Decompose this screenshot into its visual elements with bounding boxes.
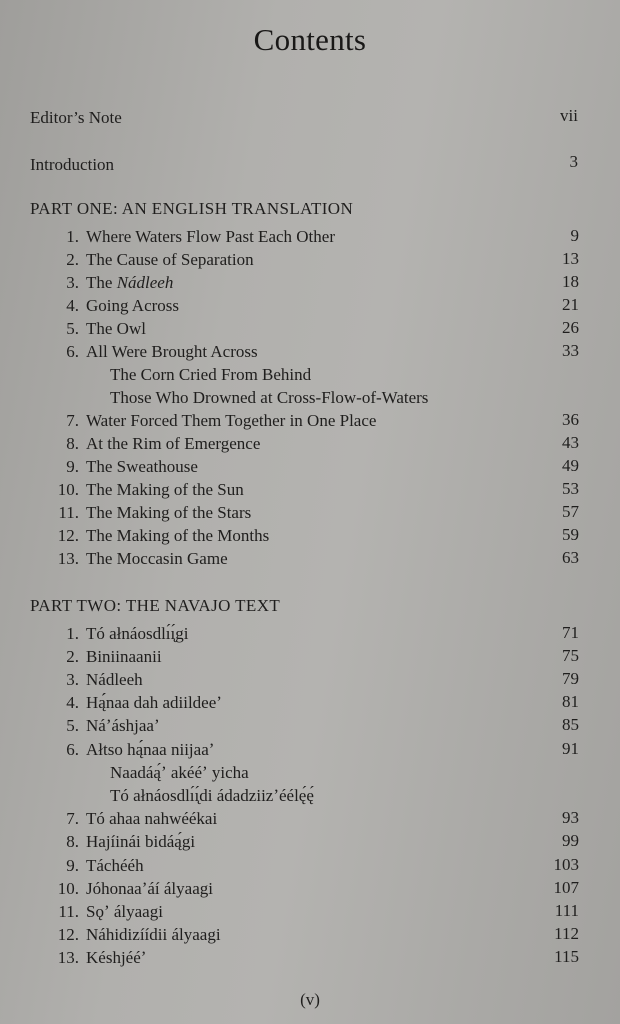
toc-chapter xyxy=(30,716,160,736)
chapter-number: 12. xyxy=(57,526,79,545)
chapter-title: The Making of the Sun xyxy=(86,480,244,499)
chapter-title: Tó ałnáosdlı́ı̨́gi xyxy=(86,624,189,643)
chapter-title: The Cause of Separation xyxy=(86,250,254,269)
chapter-page: 81 xyxy=(562,692,579,711)
chapter-number: 1. xyxy=(66,227,79,246)
chapter-number: 9. xyxy=(66,856,79,875)
toc-subsection: Those Who Drowned at Cross-Flow-of-Waters xyxy=(110,388,429,407)
chapter-number: 10. xyxy=(57,480,79,499)
chapter-number: 12. xyxy=(57,925,79,944)
toc-subsection: The Corn Cried From Behind xyxy=(110,365,312,384)
toc-chapter xyxy=(30,480,244,500)
chapter-title: Where Waters Flow Past Each Other xyxy=(86,227,335,246)
chapter-number: 2. xyxy=(66,647,79,666)
chapter-title: The Sweathouse xyxy=(86,457,198,476)
chapter-page: 26 xyxy=(562,318,579,337)
chapter-title: Biniinaanii xyxy=(86,647,162,666)
toc-chapter xyxy=(30,503,251,523)
chapter-title-prefix: The xyxy=(86,273,117,292)
toc-chapter xyxy=(30,948,146,968)
toc-chapter xyxy=(30,832,195,852)
toc-subsection: Naadáą́ʼ akééʼ yicha xyxy=(110,763,249,782)
chapter-page: 57 xyxy=(562,502,579,521)
toc-chapter xyxy=(30,342,258,362)
toc-chapter xyxy=(30,250,254,270)
toc-chapter xyxy=(30,693,222,713)
toc-entry-page: 3 xyxy=(569,152,578,171)
chapter-title: Náhidizíídii ályaagi xyxy=(86,925,221,944)
part-one-heading: PART ONE: AN ENGLISH TRANSLATION xyxy=(30,199,354,218)
page-title: Contents xyxy=(253,22,367,57)
chapter-page: 33 xyxy=(562,341,579,360)
toc-chapter xyxy=(30,809,217,829)
chapter-page: 75 xyxy=(562,646,579,665)
toc-chapter xyxy=(30,647,162,667)
chapter-number: 7. xyxy=(66,809,79,828)
chapter-title: Tó ahaa nahwéékai xyxy=(86,809,218,828)
chapter-title: Jóhonaaʼáí ályaagi xyxy=(86,879,213,898)
chapter-page: 111 xyxy=(554,901,579,920)
chapter-number: 11. xyxy=(58,902,79,921)
chapter-title: At the Rim of Emergence xyxy=(86,434,261,453)
page-folio: (v) xyxy=(300,990,320,1009)
chapter-title: The Moccasin Game xyxy=(86,549,228,568)
chapter-number: 6. xyxy=(66,342,79,361)
chapter-page: 112 xyxy=(554,924,579,943)
toc-entry-editors-note xyxy=(30,108,122,128)
toc-chapter xyxy=(30,273,173,293)
chapter-page: 115 xyxy=(554,947,579,966)
chapter-number: 4. xyxy=(66,296,79,315)
chapter-number: 1. xyxy=(66,624,79,643)
chapter-title: Sǫʼ ályaagi xyxy=(86,902,163,921)
toc-chapter xyxy=(30,925,221,945)
chapter-page: 71 xyxy=(562,623,579,642)
chapter-title: Going Across xyxy=(86,296,180,315)
chapter-number: 8. xyxy=(66,434,79,453)
toc-chapter xyxy=(30,296,179,316)
chapter-page: 103 xyxy=(553,855,579,874)
chapter-title-italic: Nádleeh xyxy=(116,273,174,292)
chapter-page: 79 xyxy=(562,669,579,688)
chapter-number: 5. xyxy=(66,319,79,338)
chapter-page: 91 xyxy=(562,739,579,758)
toc-chapter xyxy=(30,227,335,247)
chapter-page: 21 xyxy=(562,295,579,314)
chapter-page: 43 xyxy=(562,433,579,452)
toc-chapter xyxy=(30,740,214,760)
chapter-number: 4. xyxy=(66,693,79,712)
chapter-title: Táchééh xyxy=(86,856,144,875)
chapter-page: 49 xyxy=(562,456,579,475)
chapter-page: 59 xyxy=(562,525,579,544)
chapter-page: 63 xyxy=(562,548,579,567)
chapter-title: Ałtso hą́́naa niijaaʼ xyxy=(86,740,215,759)
chapter-title: Náʼáshjaaʼ xyxy=(86,716,160,735)
chapter-number: 3. xyxy=(66,670,79,689)
chapter-title: The Owl xyxy=(86,319,146,338)
chapter-page: 53 xyxy=(562,479,579,498)
toc-chapter xyxy=(30,856,144,876)
toc-chapter xyxy=(30,411,376,431)
chapter-number: 8. xyxy=(66,832,79,851)
toc-chapter xyxy=(30,434,260,454)
chapter-number: 11. xyxy=(58,503,79,522)
chapter-number: 10. xyxy=(57,879,79,898)
toc-chapter xyxy=(30,902,163,922)
toc-chapter xyxy=(30,549,228,569)
toc-chapter xyxy=(30,457,198,477)
chapter-page: 9 xyxy=(570,226,579,245)
chapter-page: 18 xyxy=(562,272,579,291)
chapter-number: 6. xyxy=(66,740,79,759)
chapter-title: Nádleeh xyxy=(86,670,143,689)
chapter-title: The Making of the Months xyxy=(86,526,270,545)
toc-entry-title: Introduction xyxy=(30,155,115,174)
chapter-title: Hajíinái bidáą́gi xyxy=(86,832,196,851)
chapter-page: 13 xyxy=(562,249,579,268)
toc-chapter xyxy=(30,670,143,690)
chapter-number: 13. xyxy=(57,948,79,967)
part-two-heading: PART TWO: THE NAVAJO TEXT xyxy=(30,596,281,615)
chapter-number: 13. xyxy=(57,549,79,568)
chapter-title: Hą́́naa dah adiildeeʼ xyxy=(86,693,222,712)
chapter-number: 5. xyxy=(66,716,79,735)
toc-chapter xyxy=(30,624,188,644)
chapter-page: 99 xyxy=(562,831,579,850)
chapter-page: 107 xyxy=(553,878,579,897)
chapter-title: The Making of the Stars xyxy=(86,503,252,522)
toc-entry-page: vii xyxy=(560,106,578,125)
chapter-title: All Were Brought Across xyxy=(86,342,258,361)
toc-subsection: Tó ałnáosdlı́ı̨́di ádadziizʼéélę́ę́ xyxy=(110,786,314,805)
chapter-number: 2. xyxy=(66,250,79,269)
chapter-page: 85 xyxy=(562,715,579,734)
chapter-page: 93 xyxy=(562,808,579,827)
toc-chapter xyxy=(30,879,213,899)
chapter-title: Késhjééʼ xyxy=(86,948,147,967)
chapter-number: 3. xyxy=(66,273,79,292)
toc-entry-introduction xyxy=(30,155,114,175)
chapter-number: 9. xyxy=(66,457,79,476)
chapter-number: 7. xyxy=(66,411,79,430)
chapter-page: 36 xyxy=(562,410,579,429)
chapter-title: Water Forced Them Together in One Place xyxy=(86,411,377,430)
toc-entry-title: Editor’s Note xyxy=(30,108,122,127)
toc-chapter xyxy=(30,526,269,546)
toc-chapter xyxy=(30,319,146,339)
